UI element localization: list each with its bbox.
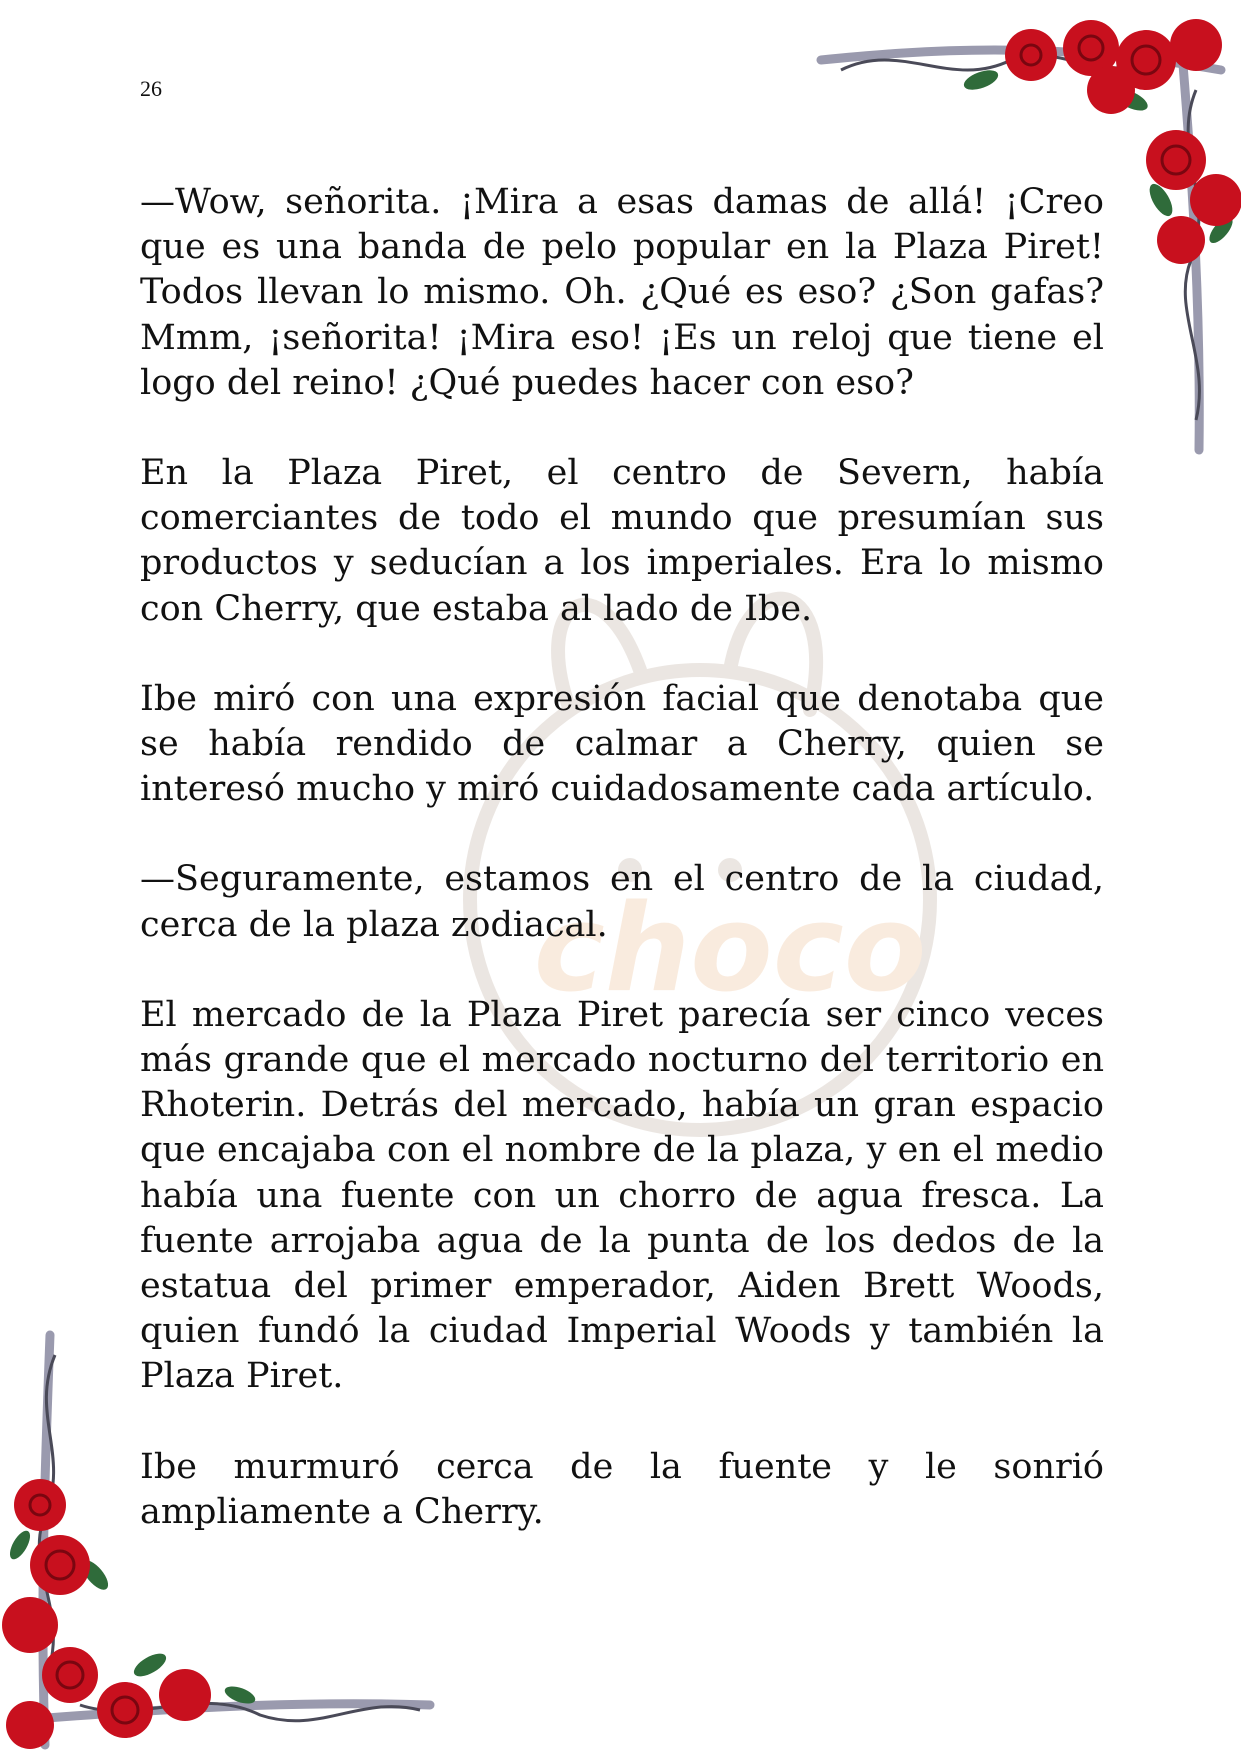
paragraph: En la Plaza Piret, el centro de Severn, había comerciantes de todo el mundo que presumían sus productos y seducían a los imperiales. Era lo mismo con Cherry, que estaba al lado de Ibe. [140, 453, 1104, 629]
paragraph: Ibe miró con una expresión facial que denotaba que se había rendido de calmar a Cherry, quien se interesó mucho y miró cuidadosamente cada artículo. [140, 678, 1104, 810]
page-number: 26 [140, 76, 162, 101]
paragraph: Ibe murmuró cerca de la fuente y le sonrió ampliamente a Cherry. [140, 1446, 1104, 1532]
paragraph: El mercado de la Plaza Piret parecía ser cinco veces más grande que el mercado nocturno del territorio en Rhoterin. Detrás del mercado, había un gran espacio que encajaba con el nombre de la plaza, y en el medio había una fuente con un chorro de agua fresca. La fuente arrojaba agua de la punta de los dedos de la estatua del primer emperador, Aiden Brett Woods, quien fundó la ciudad Imperial Woods y también la Plaza Piret. [140, 994, 1104, 1397]
body-text [140, 180, 1104, 1580]
paragraph: —Wow, señorita. ¡Mira a esas damas de allá! ¡Creo que es una banda de pelo popular en la Plaza Piret! Todos llevan lo mismo. Oh. ¿Qué es eso? ¿Son gafas? Mmm, ¡señorita! ¡Mira eso! ¡Es un reloj que tiene el logo del reino! ¿Qué puedes hacer con eso? [140, 182, 1104, 403]
watermark-text: choco [533, 880, 927, 1019]
paragraph: —Seguramente, estamos en el centro de la ciudad, cerca de la plaza zodiacal. [140, 859, 1104, 945]
